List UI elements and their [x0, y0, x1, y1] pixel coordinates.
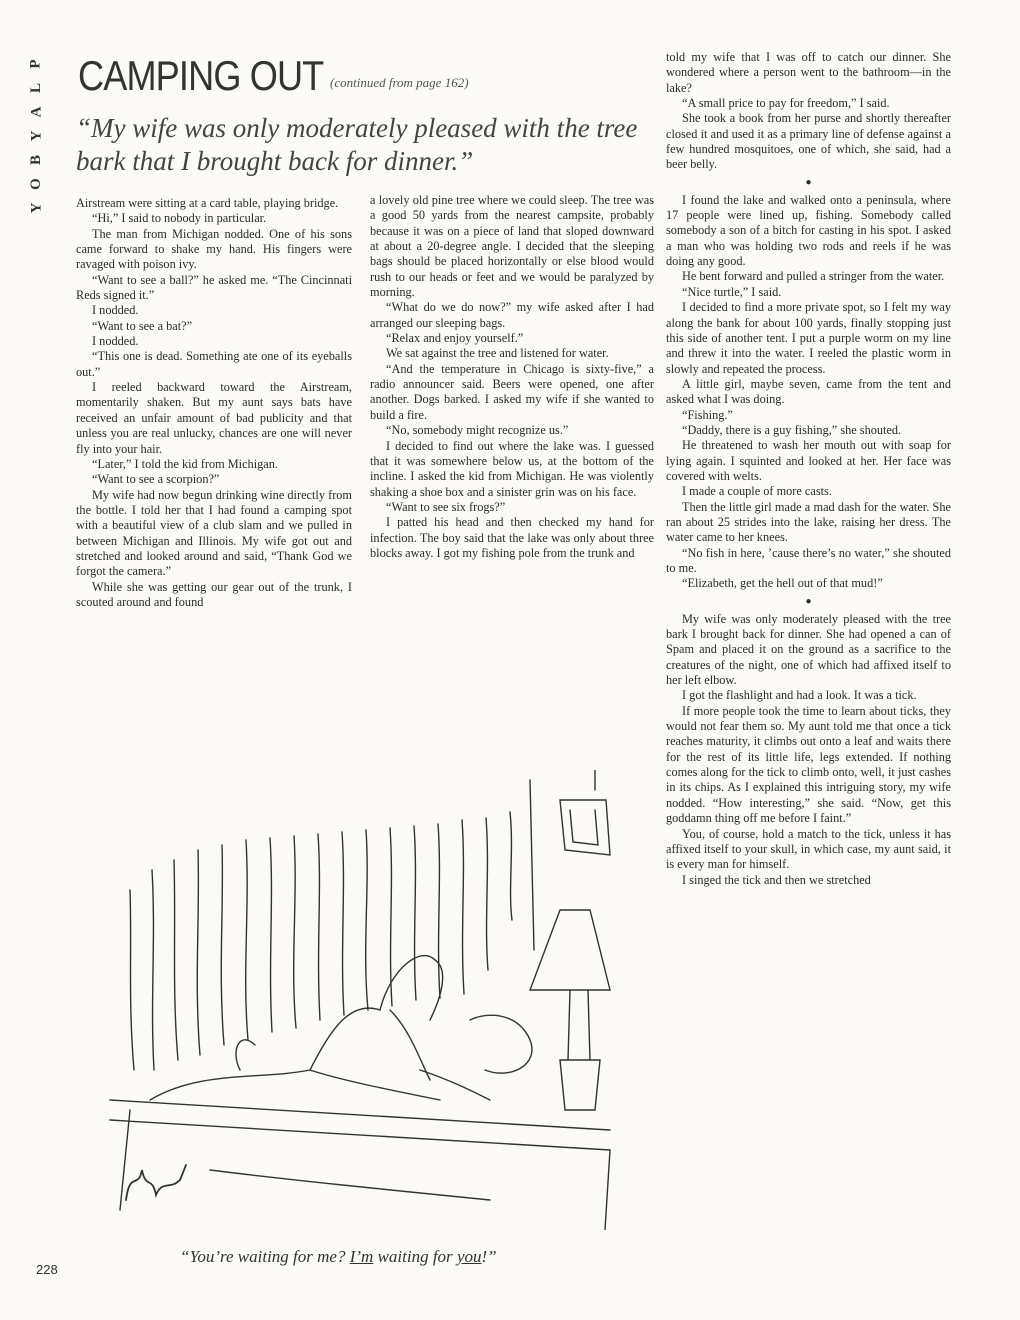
paragraph: “Relax and enjoy yourself.”	[386, 331, 524, 346]
paragraph: “This one is dead. Something ate one of its eyeballs out.”	[76, 349, 352, 379]
text-column-3	[666, 50, 951, 888]
paragraph: I got the flashlight and had a look. It was a tick.	[682, 688, 917, 703]
pull-quote: “My wife was only moderately pleased with the tree bark that I brought back for dinner.”	[76, 113, 638, 176]
paragraph: My wife had now begun drinking wine directly from the bottle. I told her that I had found a camping spot with a beautiful view of a club slam and we pulled in between Michigan and Illinois. My wife got out and stretched and looked around and said, “Thank God we forgot the camera.”	[76, 487, 352, 579]
section-bullet: ●	[805, 595, 812, 607]
paragraph: I reeled backward toward the Airstream, momentarily shaken. But my aunt says bats have received an unfair amount of bad publicity and that unless you are real unlucky, chances are one will never fly into your hair.	[76, 380, 352, 456]
paragraph: You, of course, hold a match to the tick, unless it has affixed itself to your skull, in which case, my aunt said, it is every man for himself.	[666, 826, 951, 872]
col3-part-c	[666, 612, 951, 888]
paragraph: a lovely old pine tree where we could sleep. The tree was a good 50 yards from the nearest campsite, probably because it was on a piece of land that sloped downward at about a 20-degree angle. I decided that the sleeping bags should be placed horizontally or else blood would rush to our heads or feet and we would be paralyzed by morning.	[370, 193, 654, 300]
paragraph: I nodded.	[92, 303, 139, 318]
paragraph: I nodded.	[92, 334, 139, 349]
paragraph: She took a book from her purse and shortly thereafter closed it and used it as a primary line of defense against a few hundred mosquitoes, one of which, she said, had a beer belly.	[666, 111, 951, 172]
section-bullet: ●	[805, 176, 812, 188]
sidebar-letter: L	[27, 82, 44, 94]
paragraph: He threatened to wash her mouth out with soap for lying again. I squinted and looked at her. Her face was covered with welts.	[666, 438, 951, 483]
sidebar-letter: A	[28, 106, 44, 118]
paragraph: My wife was only moderately pleased with the tree bark I brought back for dinner. She had opened a can of Spam and placed it on the ground as a sacrifice to the creatures of the night, one of which had affixed itself to her left elbow.	[666, 611, 951, 688]
paragraph: “Daddy, there is a guy fishing,” she shouted.	[682, 422, 902, 437]
paragraph: Airstream were sitting at a card table, playing bridge.	[76, 196, 339, 210]
col3-part-a	[666, 50, 951, 173]
sidebar-letter: Y	[28, 130, 44, 142]
paragraph: “Hi,” I said to nobody in particular.	[92, 211, 267, 226]
page-number: 228	[36, 1262, 58, 1277]
paragraph: Then the little girl made a mad dash for the water. She ran about 25 strides into the lake, raising her dress. The water came to her knees.	[666, 499, 951, 545]
paragraph: “What do we do now?” my wife asked after I had arranged our sleeping bags.	[370, 300, 654, 330]
paragraph: I singed the tick and then we stretched	[682, 872, 871, 887]
paragraph: I decided to find a more private spot, so I felt my way along the bank for about 100 yards, finally stopping just this side of another tent. I put a purple worm on my line and threw it into the water. I reeled the plastic worm in slowly and repeated the process.	[666, 300, 951, 376]
paragraph: “No, somebody might recognize us.”	[386, 423, 569, 438]
paragraph: “Want to see a scorpion?”	[92, 472, 220, 487]
paragraph: I made a couple of more casts.	[682, 484, 832, 499]
paragraph: A little girl, maybe seven, came from the tent and asked what I was doing.	[666, 376, 951, 407]
paragraph: I found the lake and walked onto a peninsula, where 17 people were lined up, fishing. Somebody called somebody a son of a bitch for casting in his spot. I asked a man who was holding two rods and reels if he was doing any good.	[666, 192, 951, 269]
paragraph: “Want to see a bat?”	[92, 318, 193, 333]
paragraph: “Fishing.”	[682, 407, 733, 422]
paragraph: “Nice turtle,” I said.	[682, 284, 782, 299]
paragraph: “And the temperature in Chicago is sixty-five,” a radio announcer said. Beers were opened, one after another. Dogs barked. I asked my wife if she wanted to build a fire.	[370, 361, 654, 422]
paragraph: “No fish in here, ’cause there’s no water,” she shouted to me.	[666, 545, 951, 575]
paragraph: The man from Michigan nodded. One of his sons came forward to shake my hand. His fingers were ravaged with poison ivy.	[76, 226, 352, 272]
paragraph: I patted his head and then checked my hand for infection. The boy said that the lake was only about three blocks away. I got my fishing pole from the trunk and	[370, 515, 654, 560]
paragraph: “Elizabeth, get the hell out of that mud!”	[682, 576, 883, 591]
paragraph: “Later,” I told the kid from Michigan.	[92, 456, 278, 471]
sidebar-letter: Y	[28, 202, 44, 214]
paragraph: He bent forward and pulled a stringer from the water.	[682, 269, 945, 284]
paragraph: While she was getting our gear out of the trunk, I scouted around and found	[76, 579, 352, 609]
col3-part-b	[666, 193, 951, 592]
paragraph: “Want to see six frogs?”	[386, 499, 506, 514]
cartoon-illustration	[90, 770, 650, 1230]
sidebar-letter: O	[27, 178, 44, 190]
sidebar-letter: P	[27, 59, 44, 69]
cartoon-caption: “You’re waiting for me? I’m waiting for you!”	[180, 1247, 497, 1266]
article-title: CAMPING OUT	[78, 52, 324, 99]
text-column-1	[76, 196, 352, 610]
paragraph: “A small price to pay for freedom,” I said.	[682, 96, 890, 111]
paragraph: “Want to see a ball?” he asked me. “The Cincinnati Reds signed it.”	[76, 272, 352, 303]
continued-note: (continued from page 162)	[330, 75, 469, 90]
paragraph: told my wife that I was off to catch our dinner. She wondered where a person went to the bathroom—in the lake?	[666, 50, 951, 95]
text-column-2	[370, 193, 654, 561]
magazine-sidebar-label	[28, 52, 52, 220]
paragraph: If more people took the time to learn about ticks, they would not fear them so. My aunt told me that once a tick reaches maturity, it climbs out onto a leaf and waits there for the rest of its little life, legs extended. If nothing comes along for the tick to climb onto, well, it just cashes in its chips. As I explained this intriguing story, my wife nodded. “How interesting,” she said. “Now, get this goddamn thing off me before I faint.”	[666, 703, 951, 826]
paragraph: We sat against the tree and listened for water.	[386, 346, 609, 361]
sidebar-letter: B	[27, 154, 44, 166]
paragraph: I decided to find out where the lake was. I guessed that it was somewhere below us, at the bottom of the incline. I asked the kid from Michigan. He was violently shaking a shoe box and a sinister grin was on his face.	[370, 438, 654, 499]
